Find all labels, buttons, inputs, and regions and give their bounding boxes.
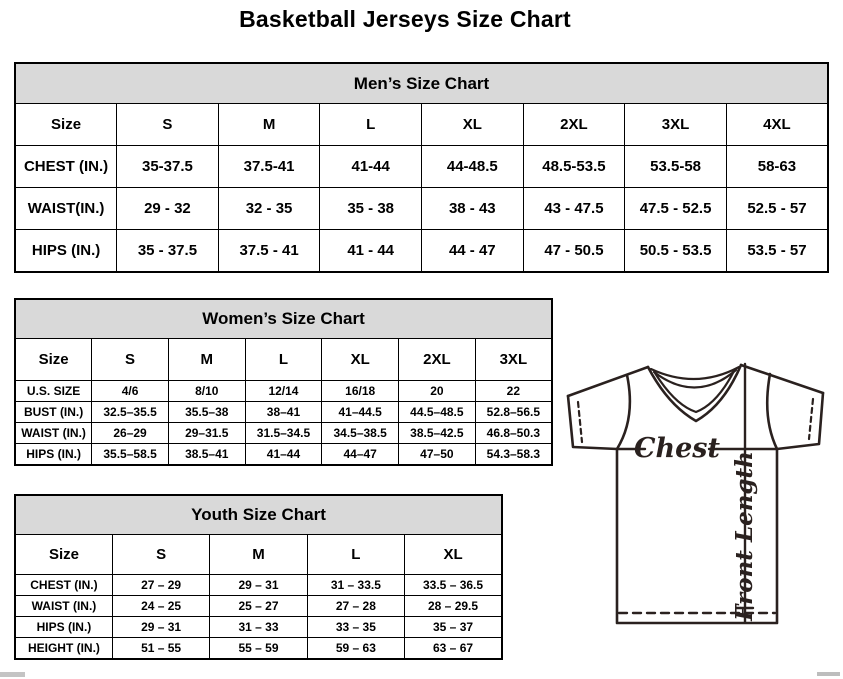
womens-header-row	[15, 339, 552, 381]
size-value-cell: 31 – 33.5	[307, 575, 404, 596]
size-value-cell: 27 – 29	[112, 575, 209, 596]
size-value-cell: 46.8–50.3	[475, 423, 552, 444]
size-value-cell: 25 – 27	[210, 596, 307, 617]
size-value-cell: 41–44.5	[322, 402, 399, 423]
size-value-cell: 43 - 47.5	[523, 188, 625, 230]
size-value-cell: 35-37.5	[117, 146, 219, 188]
table-row	[15, 596, 502, 617]
youth-table-title-row	[15, 495, 502, 535]
size-value-cell: 41 - 44	[320, 230, 422, 273]
chest-measure-label: Chest	[634, 433, 720, 464]
size-value-cell: 28 – 29.5	[405, 596, 502, 617]
size-column-header: Size	[15, 535, 112, 575]
size-value-cell: 24 – 25	[112, 596, 209, 617]
size-value-cell: 38–41	[245, 402, 322, 423]
row-label: U.S. SIZE	[15, 381, 92, 402]
table-row	[15, 638, 502, 660]
size-value-cell: 44.5–48.5	[399, 402, 476, 423]
page-title: Basketball Jerseys Size Chart	[239, 6, 571, 32]
size-value-cell: 32.5–35.5	[92, 402, 169, 423]
size-value-cell: 41-44	[320, 146, 422, 188]
table-row	[15, 444, 552, 466]
size-value-cell: 29 - 32	[117, 188, 219, 230]
mens-table-title: Men’s Size Chart	[15, 63, 828, 104]
jersey-outline-icon	[556, 358, 843, 654]
column-header-4xl: 4XL	[726, 104, 828, 146]
size-value-cell: 59 – 63	[307, 638, 404, 660]
size-value-cell: 38.5–42.5	[399, 423, 476, 444]
size-value-cell: 38.5–41	[168, 444, 245, 466]
table-row	[15, 617, 502, 638]
column-header-l: L	[245, 339, 322, 381]
size-value-cell: 8/10	[168, 381, 245, 402]
size-value-cell: 32 - 35	[218, 188, 320, 230]
row-label: HIPS (IN.)	[15, 230, 117, 273]
size-value-cell: 16/18	[322, 381, 399, 402]
size-value-cell: 51 – 55	[112, 638, 209, 660]
column-header-l: L	[307, 535, 404, 575]
youth-size-table	[14, 494, 503, 660]
size-value-cell: 37.5-41	[218, 146, 320, 188]
size-value-cell: 33 – 35	[307, 617, 404, 638]
womens-size-table	[14, 298, 553, 466]
size-value-cell: 29 – 31	[210, 575, 307, 596]
table-row	[15, 575, 502, 596]
row-label: CHEST (IN.)	[15, 575, 112, 596]
size-value-cell: 35.5–58.5	[92, 444, 169, 466]
size-value-cell: 35 - 38	[320, 188, 422, 230]
column-header-s: S	[92, 339, 169, 381]
size-value-cell: 44 - 47	[422, 230, 524, 273]
size-value-cell: 38 - 43	[422, 188, 524, 230]
size-value-cell: 47 - 50.5	[523, 230, 625, 273]
scrollbar-fragment-right[interactable]	[817, 672, 840, 676]
size-value-cell: 35 - 37.5	[117, 230, 219, 273]
mens-table-title-row	[15, 63, 828, 104]
womens-table-title: Women’s Size Chart	[15, 299, 552, 339]
size-value-cell: 63 – 67	[405, 638, 502, 660]
size-value-cell: 34.5–38.5	[322, 423, 399, 444]
size-value-cell: 4/6	[92, 381, 169, 402]
column-header-s: S	[112, 535, 209, 575]
row-label: HIPS (IN.)	[15, 444, 92, 466]
size-value-cell: 52.5 - 57	[726, 188, 828, 230]
size-value-cell: 37.5 - 41	[218, 230, 320, 273]
size-value-cell: 31.5–34.5	[245, 423, 322, 444]
youth-header-row	[15, 535, 502, 575]
front-length-measure-label: Front Length	[731, 451, 758, 621]
size-value-cell: 29 – 31	[112, 617, 209, 638]
mens-size-table	[14, 62, 829, 273]
youth-table-title: Youth Size Chart	[15, 495, 502, 535]
size-value-cell: 26–29	[92, 423, 169, 444]
size-value-cell: 44–47	[322, 444, 399, 466]
column-header-xl: XL	[405, 535, 502, 575]
table-row	[15, 423, 552, 444]
column-header-m: M	[168, 339, 245, 381]
womens-table-title-row	[15, 299, 552, 339]
column-header-2xl: 2XL	[523, 104, 625, 146]
mens-header-row	[15, 104, 828, 146]
size-value-cell: 53.5-58	[625, 146, 727, 188]
column-header-m: M	[210, 535, 307, 575]
size-value-cell: 29–31.5	[168, 423, 245, 444]
size-value-cell: 55 – 59	[210, 638, 307, 660]
column-header-3xl: 3XL	[625, 104, 727, 146]
size-value-cell: 47–50	[399, 444, 476, 466]
size-value-cell: 44-48.5	[422, 146, 524, 188]
size-value-cell: 54.3–58.3	[475, 444, 552, 466]
size-value-cell: 50.5 - 53.5	[625, 230, 727, 273]
column-header-xl: XL	[422, 104, 524, 146]
size-value-cell: 12/14	[245, 381, 322, 402]
column-header-xl: XL	[322, 339, 399, 381]
column-header-3xl: 3XL	[475, 339, 552, 381]
size-value-cell: 52.8–56.5	[475, 402, 552, 423]
table-row	[15, 146, 828, 188]
size-value-cell: 58-63	[726, 146, 828, 188]
size-value-cell: 31 – 33	[210, 617, 307, 638]
row-label: WAIST(IN.)	[15, 188, 117, 230]
column-header-l: L	[320, 104, 422, 146]
row-label: BUST (IN.)	[15, 402, 92, 423]
row-label: HIPS (IN.)	[15, 617, 112, 638]
size-value-cell: 33.5 – 36.5	[405, 575, 502, 596]
size-value-cell: 20	[399, 381, 476, 402]
size-column-header: Size	[15, 104, 117, 146]
size-column-header: Size	[15, 339, 92, 381]
size-value-cell: 48.5-53.5	[523, 146, 625, 188]
size-value-cell: 53.5 - 57	[726, 230, 828, 273]
jersey-measurement-diagram	[556, 358, 843, 654]
row-label: HEIGHT (IN.)	[15, 638, 112, 660]
table-row	[15, 381, 552, 402]
row-label: CHEST (IN.)	[15, 146, 117, 188]
size-value-cell: 35 – 37	[405, 617, 502, 638]
table-row	[15, 230, 828, 273]
scrollbar-fragment-left[interactable]	[0, 672, 25, 677]
column-header-m: M	[218, 104, 320, 146]
table-row	[15, 188, 828, 230]
size-value-cell: 41–44	[245, 444, 322, 466]
size-value-cell: 35.5–38	[168, 402, 245, 423]
column-header-2xl: 2XL	[399, 339, 476, 381]
row-label: WAIST (IN.)	[15, 423, 92, 444]
size-value-cell: 47.5 - 52.5	[625, 188, 727, 230]
size-value-cell: 22	[475, 381, 552, 402]
row-label: WAIST (IN.)	[15, 596, 112, 617]
column-header-s: S	[117, 104, 219, 146]
size-value-cell: 27 – 28	[307, 596, 404, 617]
table-row	[15, 402, 552, 423]
